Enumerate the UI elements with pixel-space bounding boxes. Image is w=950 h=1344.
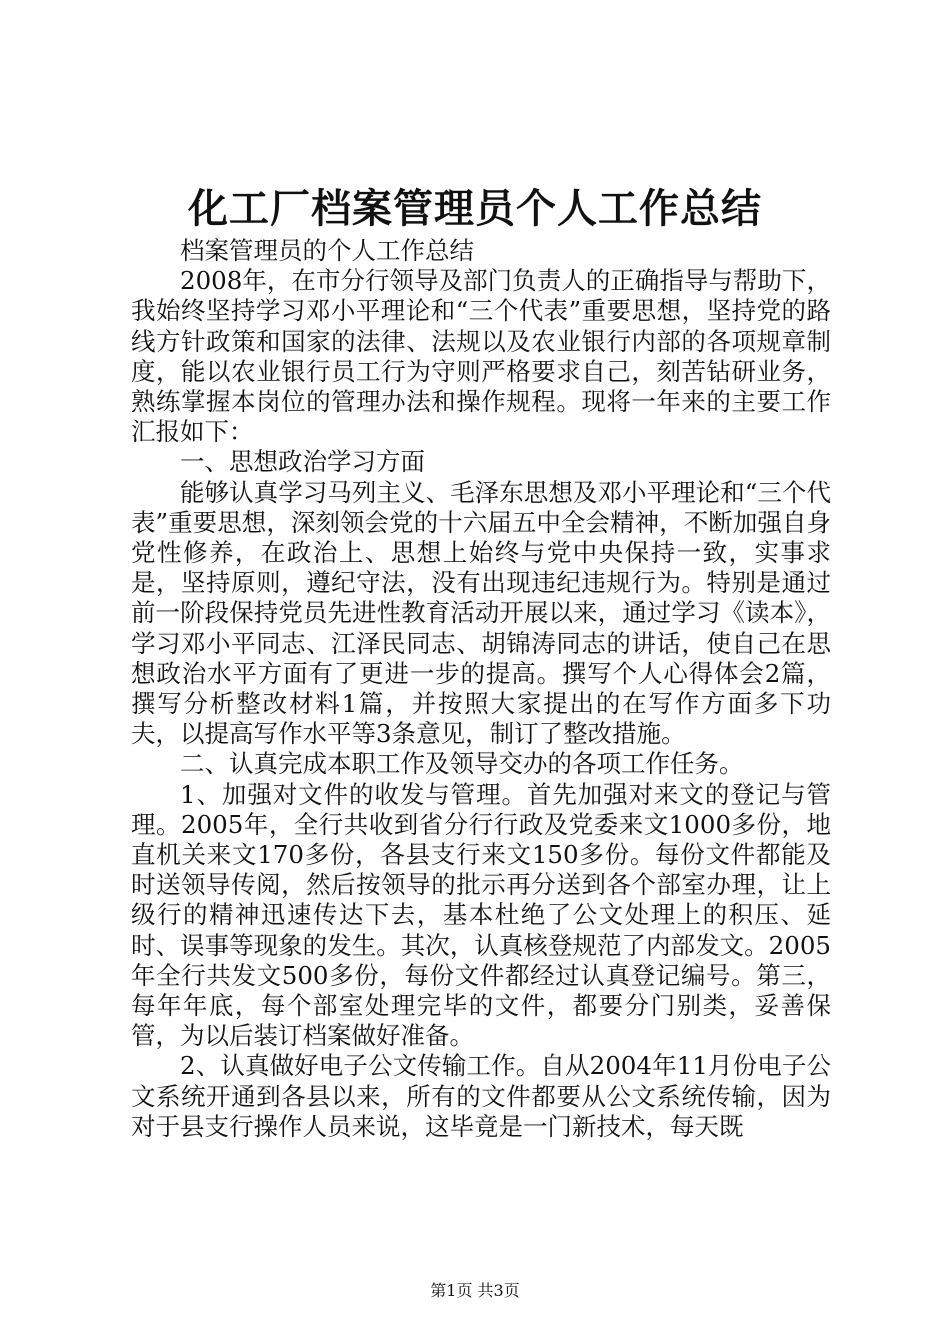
subtitle-paragraph: 档案管理员的个人工作总结 [180, 236, 474, 265]
page-number-footer: 第1页 共3页 [430, 1281, 520, 1300]
section-1-paragraph: 能够认真学习马列主义、毛泽东思想及邓小平理论和“三个代表”重要思想，深刻领会党的十六届五中全会精神，不断加强自身党性修养，在政治上、思想上始终与党中央保持一致，实事求是，坚持原则，遵纪守法，没有出现违纪违规行为。特别是通过前一阶段保持党员先进性教育活动开展以来，通过学习《读本》，学习邓小平同志、江泽民同志、胡锦涛同志的讲话，使自己在思想政治水平方面有了更进一步的提高。撰写个人心得体会2篇，撰写分析整改材料1篇，并按照大家提出的在写作方面多下功夫，以提高写作水平等3条意见，制订了整改措施。 [131, 477, 831, 749]
item-2-paragraph: 2、认真做好电子公文传输工作。自从2004年11月份电子公文系统开通到各县以来，所有的文件都要从公文系统传输，因为对于县支行操作人员来说，这毕竟是一门新技术，每天既 [131, 1051, 831, 1141]
document-body [131, 236, 831, 1142]
section-heading-1: 一、思想政治学习方面 [180, 447, 425, 477]
intro-paragraph: 2008年，在市分行领导及部门负责人的正确指导与帮助下，我始终坚持学习邓小平理论和“三个代表”重要思想，坚持党的路线方针政策和国家的法律、法规以及农业银行内部的各项规章制度，能以农业银行员工行为守则严格要求自己，刻苦钻研业务，熟练掌握本岗位的管理办法和操作规程。现将一年来的主要工作汇报如下： [131, 266, 831, 447]
section-heading-2: 二、认真完成本职工作及领导交办的各项工作任务。 [180, 749, 744, 779]
item-1-paragraph: 1、加强对文件的收发与管理。首先加强对来文的登记与管理。2005年，全行共收到省分行行政及党委来文1000多份，地直机关来文170多份，各县支行来文150多份。每份文件都能及时送领导传阅，然后按领导的批示再分送到各个部室办理，让上级行的精神迅速传达下去，基本杜绝了公文处理上的积压、延时、误事等现象的发生。其次，认真核登规范了内部发文。2005年全行共发文500多份，每份文件都经过认真登记编号。第三，每年年底，每个部室处理完毕的文件，都要分门别类，妥善保管，为以后装订档案做好准备。 [131, 779, 831, 1051]
document-title: 化工厂档案管理员个人工作总结 [188, 185, 762, 232]
